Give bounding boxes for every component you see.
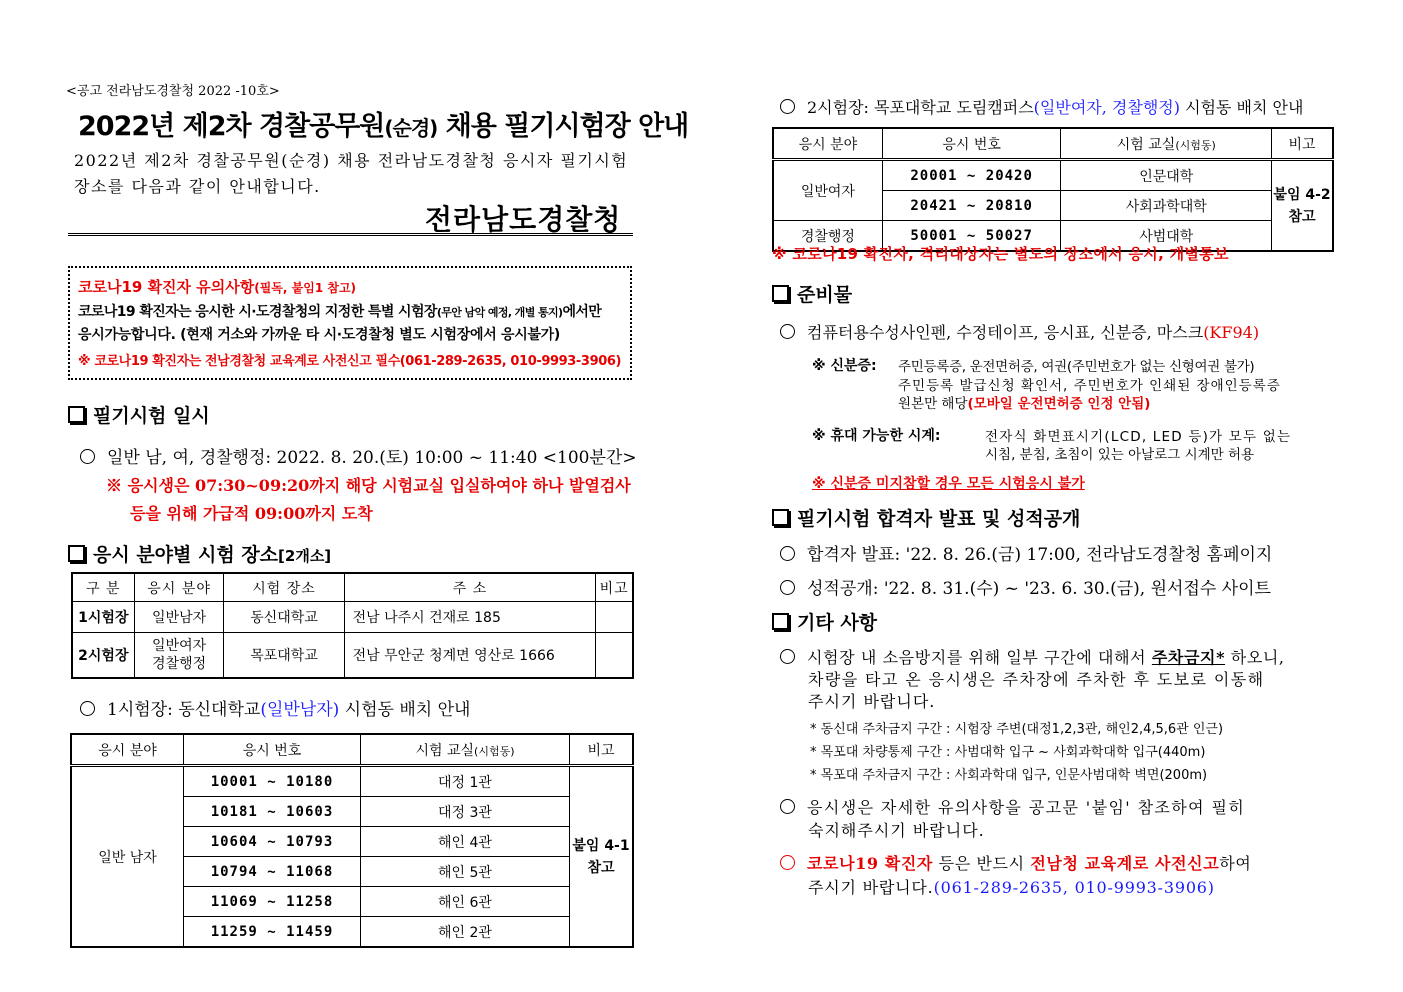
checkbox-square-icon bbox=[772, 613, 789, 630]
section-supplies: 준비물 bbox=[772, 280, 852, 307]
circle-bullet-icon bbox=[780, 546, 795, 561]
results-item-2: 성적공개: '22. 8. 31.(수) ~ '23. 6. 30.(금), 원서접수 사이트 bbox=[780, 574, 1271, 599]
watch-line-2: 시침, 분침, 초침이 있는 아날로그 시계만 허용 bbox=[985, 447, 1255, 463]
exam-date-item: 일반 남, 여, 경찰행정: 2022. 8. 20.(토) 10:00 ~ 11:40 <100분간> bbox=[80, 443, 637, 468]
misc-bullet-2: * 목포대 차량통제 구간 : 사범대학 입구 ~ 사회과학대학 입구(440m) bbox=[810, 745, 1206, 760]
id-line-3: 원본만 해당(모바일 운전면허증 인정 안됨) bbox=[898, 396, 1151, 412]
page-title: 2022년 제2차 경찰공무원(순경) 채용 필기시험장 안내 bbox=[78, 111, 689, 142]
table-row: 11069 ~ 11258 해인 6관 bbox=[71, 887, 633, 917]
site2-covid-note: ※ 코로나19 확진자, 격리대상자는 별도의 장소에서 응시, 개별통보 bbox=[772, 245, 1229, 263]
table-row: 경찰행정 50001 ~ 50027 사범대학 bbox=[773, 221, 1333, 252]
table-row: 1시험장 일반남자 동신대학교 전남 나주시 건재로 185 bbox=[72, 602, 633, 633]
section-results: 필기시험 합격자 발표 및 성적공개 bbox=[772, 504, 1080, 531]
misc-p3-line2: 주시기 바랍니다.(061-289-2635, 010-9993-3906) bbox=[808, 878, 1215, 897]
covid-box-line3: ※ 코로나19 확진자는 전남경찰청 교육계로 사전신고 필수(061-289-2635, 010-9993-3906) bbox=[78, 354, 622, 369]
table-row: 일반 남자 10001 ~ 10180 대정 1관 붙임 4-1 참고 bbox=[71, 766, 633, 797]
exam-date-note-1: ※ 응시생은 07:30~09:20까지 해당 시험교실 입실하여야 하나 발열검사 bbox=[106, 476, 631, 495]
id-line-1: 주민등록증, 운전면허증, 여권(주민번호가 없는 신형여권 불가) bbox=[898, 359, 1255, 375]
table-row: 일반여자 20001 ~ 20420 인문대학 붙임 4-2 참고 bbox=[773, 160, 1333, 191]
section-misc: 기타 사항 bbox=[772, 608, 877, 635]
table-header-row: 구 분 응시 분야 시험 장소 주 소 비고 bbox=[72, 573, 633, 602]
table-row: 11259 ~ 11459 해인 2관 bbox=[71, 917, 633, 948]
circle-bullet-icon bbox=[780, 99, 795, 114]
site2-heading: 2시험장: 목포대학교 도림캠퍼스(일반여자, 경찰행정) 시험동 배치 안내 bbox=[780, 95, 1303, 118]
covid-box-title: 코로나19 확진자 유의사항(필독, 붙임1 참고) bbox=[78, 278, 357, 296]
intro-text: 2022년 제2차 경찰공무원(순경) 채용 전라남도경찰청 응시자 필기시험 장소를 다음과 같이 안내합니다. bbox=[74, 151, 629, 196]
checkbox-square-icon bbox=[68, 545, 85, 562]
table-row: 20421 ~ 20810 사회과학대학 bbox=[773, 191, 1333, 221]
table-row: 10181 ~ 10603 대정 3관 bbox=[71, 797, 633, 827]
issuer-name: 전라남도경찰청 bbox=[425, 203, 622, 236]
misc-p1-line3: 주시기 바랍니다. bbox=[808, 692, 936, 711]
id-line-2: 주민등록 발급신청 확인서, 주민번호가 인쇄된 장애인등록증 bbox=[898, 378, 1281, 394]
misc-bullet-3: * 목포대 주차금지 구간 : 사회과학대 입구, 인문사범대학 벽면(200m) bbox=[810, 768, 1208, 783]
circle-bullet-icon bbox=[80, 701, 95, 716]
misc-p2-line1: 응시생은 자세한 유의사항을 공고문 '붙임' 참조하여 필히 bbox=[780, 795, 1245, 818]
circle-bullet-icon bbox=[780, 855, 795, 870]
table-row: 10604 ~ 10793 해인 4관 bbox=[71, 827, 633, 857]
misc-p1-line1: 시험장 내 소음방지를 위해 일부 구간에 대해서 주차금지* 하오니, bbox=[780, 645, 1285, 668]
results-item-1: 합격자 발표: '22. 8. 26.(금) 17:00, 전라남도경찰청 홈페이지 bbox=[780, 540, 1272, 565]
table-header-row: 응시 분야 응시 번호 시험 교실(시험동) 비고 bbox=[71, 734, 633, 766]
site2-table bbox=[772, 127, 1334, 252]
exam-date-note-2: 등을 위해 가급적 09:00까지 도착 bbox=[130, 504, 373, 523]
checkbox-square-icon bbox=[772, 509, 789, 526]
checkbox-square-icon bbox=[772, 285, 789, 302]
table-row: 10794 ~ 11068 해인 5관 bbox=[71, 857, 633, 887]
circle-bullet-icon bbox=[780, 799, 795, 814]
misc-p3-line1: 코로나19 확진자 등은 반드시 전남청 교육계로 사전신고하여 bbox=[780, 851, 1251, 874]
notice-number: <공고 전라남도경찰청 2022 -10호> bbox=[66, 84, 280, 99]
venue-table bbox=[71, 572, 634, 679]
id-label: ※ 신분증: bbox=[812, 358, 877, 374]
section-venues: 응시 분야별 시험 장소[2개소] bbox=[68, 540, 331, 567]
table-row: 2시험장 일반여자 경찰행정 목포대학교 전남 무안군 청계면 영산로 1666 bbox=[72, 633, 633, 679]
covid-notice-box bbox=[68, 266, 632, 380]
misc-p2-line2: 숙지해주시기 바랍니다. bbox=[808, 821, 985, 840]
circle-bullet-icon bbox=[780, 649, 795, 664]
circle-bullet-icon bbox=[80, 449, 95, 464]
checkbox-square-icon bbox=[68, 406, 85, 423]
divider bbox=[68, 233, 633, 236]
misc-p1-line2: 차량을 타고 온 응시생은 주차장에 주차한 후 도보로 이동해 bbox=[808, 670, 1265, 689]
supplies-item: 컴퓨터용수성사인펜, 수정테이프, 응시표, 신분증, 마스크(KF94) bbox=[780, 320, 1259, 343]
covid-box-line1: 코로나19 확진자는 응시한 시·도경찰청의 지정한 특별 시험장(무안 남악 예정, 개별 통지)에서만 bbox=[78, 304, 602, 320]
id-warning: ※ 신분증 미지참할 경우 모든 시험응시 불가 bbox=[812, 476, 1085, 492]
site1-table bbox=[70, 733, 634, 948]
circle-bullet-icon bbox=[780, 324, 795, 339]
section-exam-date: 필기시험 일시 bbox=[68, 401, 210, 428]
site1-heading: 1시험장: 동신대학교(일반남자) 시험동 배치 안내 bbox=[80, 695, 470, 720]
misc-bullet-1: * 동신대 주차금지 구간 : 시험장 주변(대정1,2,3관, 해인2,4,5,6관 인근) bbox=[810, 722, 1224, 737]
watch-label: ※ 휴대 가능한 시계: bbox=[812, 428, 941, 444]
covid-box-line2: 응시가능합니다. (현재 거소와 가까운 타 시·도경찰청 별도 시험장에서 응시불가) bbox=[78, 327, 560, 343]
table-header-row: 응시 분야 응시 번호 시험 교실(시험동) 비고 bbox=[773, 128, 1333, 160]
circle-bullet-icon bbox=[780, 580, 795, 595]
watch-line-1: 전자식 화면표시기(LCD, LED 등)가 모두 없는 bbox=[985, 429, 1292, 445]
